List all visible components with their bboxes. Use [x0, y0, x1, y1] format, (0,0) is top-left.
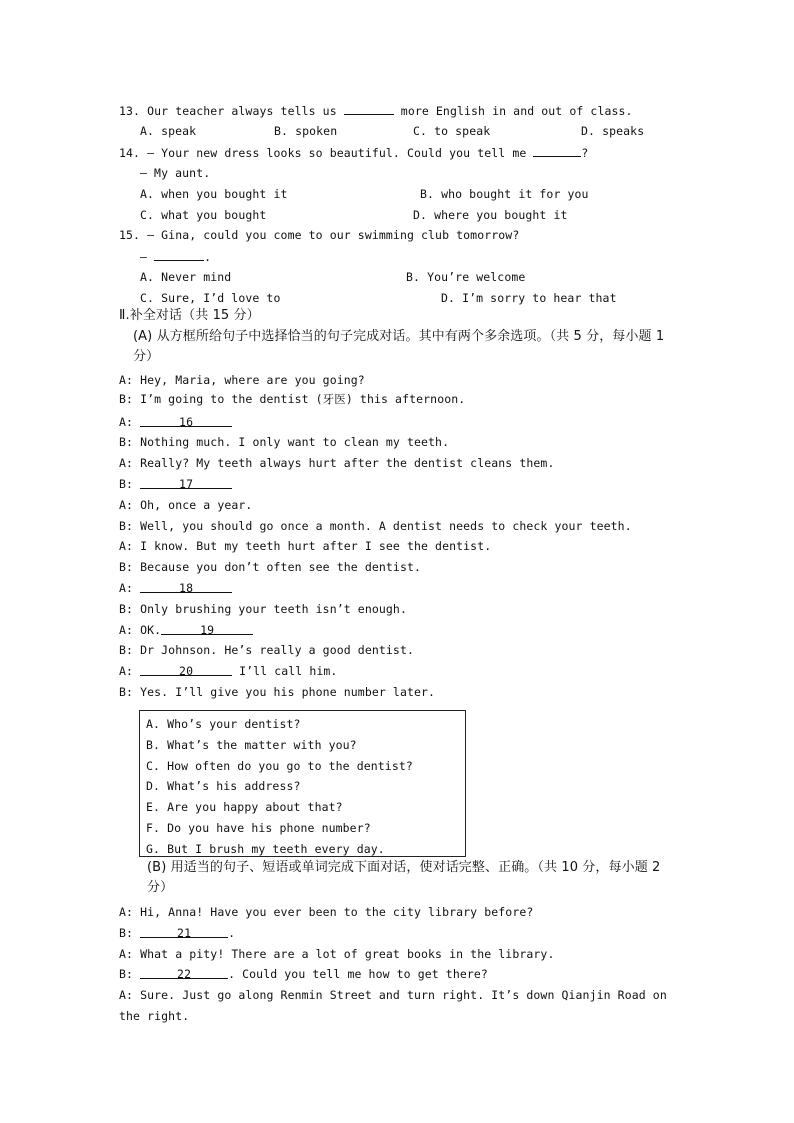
dialogue-b-line-4: B: 22 . Could you tell me how to get there?: [119, 967, 488, 981]
answer-blank-20[interactable]: 20: [140, 663, 232, 676]
box-option-c[interactable]: C. How often do you go to the dentist?: [146, 759, 413, 773]
box-option-g[interactable]: G. But I brush my teeth every day.: [146, 842, 385, 856]
q13-answer-blank[interactable]: [344, 102, 394, 115]
answer-blank-22[interactable]: 22: [140, 966, 228, 979]
dialogue-a-line-10: B: Because you don’t often see the dentist.: [119, 560, 422, 574]
dialogue-b-line-5: A: Sure. Just go along Renmin Street and turn right. It’s down Qianjin Road on: [119, 988, 667, 1002]
dialogue-a-line-15: A: 20 I’ll call him.: [119, 664, 338, 678]
q13-option-b[interactable]: B. spoken: [274, 124, 338, 138]
answer-blank-19[interactable]: 19: [161, 622, 253, 635]
dialogue-a-line-1: A: Hey, Maria, where are you going?: [119, 373, 365, 387]
dialogue-a-line-14: B: Dr Johnson. He’s really a good dentist.: [119, 643, 414, 657]
q15-option-c[interactable]: C. Sure, I’d love to: [140, 291, 281, 305]
dialogue-b-line-2: B: 21 .: [119, 926, 236, 940]
box-option-b[interactable]: B. What’s the matter with you?: [146, 738, 357, 752]
answer-blank-18[interactable]: 18: [140, 580, 232, 593]
q14-option-b[interactable]: B. who bought it for you: [420, 187, 589, 201]
dialogue-b-line-1: A: Hi, Anna! Have you ever been to the city library before?: [119, 905, 534, 919]
dialogue-b-line-6: the right.: [119, 1009, 190, 1023]
q14-stem: 14. — Your new dress looks so beautiful. Could you tell me ?: [119, 146, 589, 160]
answer-blank-17[interactable]: 17: [140, 476, 232, 489]
q15-option-d[interactable]: D. I’m sorry to hear that: [441, 291, 617, 305]
dialogue-a-line-11: A: 18: [119, 580, 232, 596]
part-a-instruction: (A) 从方框所给句子中选择恰当的句子完成对话。其中有两个多余选项。（共 5 分，每小题 1 分）: [133, 329, 665, 364]
q13-option-a[interactable]: A. speak: [140, 124, 197, 138]
q15-answer-blank[interactable]: [154, 248, 204, 261]
q14-answer-blank[interactable]: [533, 144, 581, 157]
dialogue-a-line-2: B: I’m going to the dentist (牙医) this afternoon.: [119, 392, 466, 406]
dialogue-b-line-3: A: What a pity! There are a lot of great books in the library.: [119, 947, 555, 961]
dialogue-a-line-8: B: Well, you should go once a month. A dentist needs to check your teeth.: [119, 519, 632, 533]
q13-stem: 13. Our teacher always tells us more English in and out of class.: [119, 104, 633, 118]
dialogue-a-line-3: A: 16: [119, 414, 232, 430]
dialogue-a-line-12: B: Only brushing your teeth isn’t enough.: [119, 602, 407, 616]
q13-option-d[interactable]: D. speaks: [581, 124, 645, 138]
dialogue-a-line-16: B: Yes. I’ll give you his phone number later.: [119, 685, 436, 699]
box-option-f[interactable]: F. Do you have his phone number?: [146, 821, 371, 835]
q15-stem: 15. — Gina, could you come to our swimming club tomorrow?: [119, 228, 520, 242]
dialogue-a-line-13: A: OK. 19: [119, 622, 253, 638]
dialogue-a-line-7: A: Oh, once a year.: [119, 498, 253, 512]
q15-option-b[interactable]: B. You’re welcome: [406, 270, 526, 284]
q15-reply: — .: [140, 250, 212, 264]
dialogue-a-line-6: B: 17: [119, 476, 232, 492]
dialogue-a-line-4: B: Nothing much. I only want to clean my teeth.: [119, 435, 450, 449]
q13-option-c[interactable]: C. to speak: [413, 124, 491, 138]
dialogue-a-line-5: A: Really? My teeth always hurt after the dentist cleans them.: [119, 456, 555, 470]
q14-option-c[interactable]: C. what you bought: [140, 208, 267, 222]
dialogue-a-line-9: A: I know. But my teeth hurt after I see the dentist.: [119, 539, 492, 553]
box-option-a[interactable]: A. Who’s your dentist?: [146, 717, 301, 731]
box-option-d[interactable]: D. What’s his address?: [146, 779, 301, 793]
part-b-instruction: (B) 用适当的句子、短语或单词完成下面对话，使对话完整、正确。（共 10 分，每小题 2 分）: [147, 860, 661, 895]
q14-reply: — My aunt.: [140, 166, 211, 180]
box-option-e[interactable]: E. Are you happy about that?: [146, 800, 343, 814]
q14-option-d[interactable]: D. where you bought it: [413, 208, 568, 222]
section-2-heading: Ⅱ.补全对话（共 15 分）: [119, 308, 260, 323]
answer-blank-16[interactable]: 16: [140, 414, 232, 427]
q15-option-a[interactable]: A. Never mind: [140, 270, 232, 284]
q14-option-a[interactable]: A. when you bought it: [140, 187, 288, 201]
answer-blank-21[interactable]: 21: [140, 925, 228, 938]
